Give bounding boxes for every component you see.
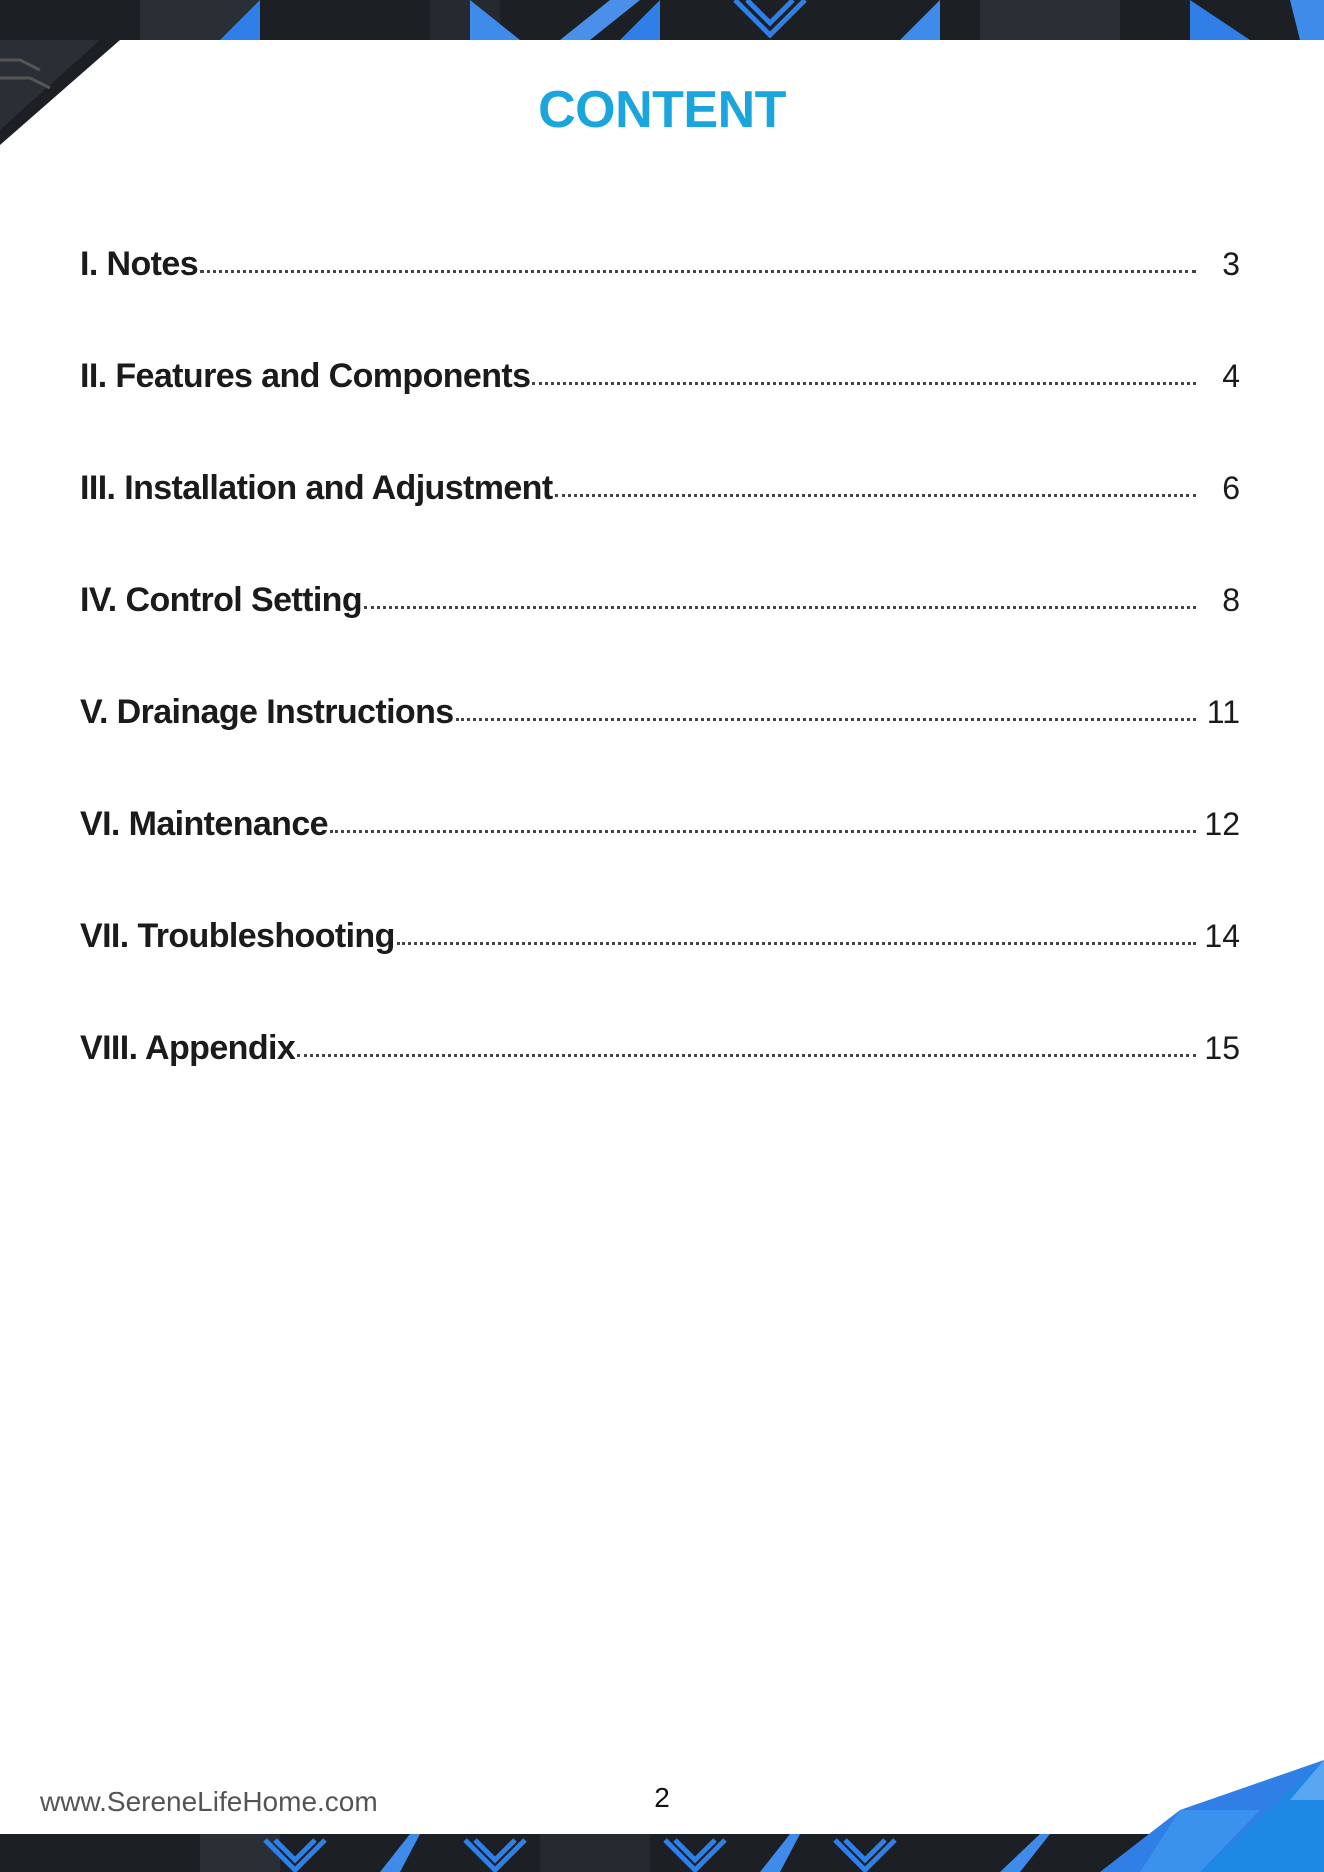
footer-website-link[interactable]: www.SereneLifeHome.com bbox=[40, 1786, 378, 1817]
toc-entry-page: 15 bbox=[1204, 1030, 1240, 1066]
toc-entry-page: 14 bbox=[1204, 918, 1240, 954]
toc-dot-leader bbox=[200, 270, 1196, 273]
toc-entry-label: II. Features and Components bbox=[80, 357, 531, 395]
toc-dot-leader bbox=[532, 382, 1196, 385]
toc-entry-page: 11 bbox=[1206, 694, 1240, 730]
toc-entry-label: III. Installation and Adjustment bbox=[80, 469, 553, 507]
toc-entry[interactable] bbox=[80, 469, 1240, 529]
page-title: CONTENT bbox=[538, 81, 786, 139]
toc-entry-label: VII. Troubleshooting bbox=[80, 917, 395, 955]
toc-entry-label: IV. Control Setting bbox=[80, 581, 363, 619]
toc-dot-leader bbox=[330, 830, 1196, 833]
toc-entry-page: 6 bbox=[1222, 470, 1240, 506]
toc-entry-label: I. Notes bbox=[80, 245, 199, 283]
toc-dot-leader bbox=[397, 942, 1196, 945]
toc-entry-label: VIII. Appendix bbox=[80, 1029, 296, 1067]
toc-entry-page: 12 bbox=[1204, 806, 1240, 842]
toc-entry-page: 4 bbox=[1222, 358, 1240, 394]
toc-entry[interactable] bbox=[80, 357, 1240, 417]
toc-entry[interactable] bbox=[80, 805, 1240, 865]
toc-entry[interactable] bbox=[80, 245, 1240, 305]
toc-entry[interactable] bbox=[80, 917, 1240, 977]
toc-entry-label: V. Drainage Instructions bbox=[80, 693, 454, 731]
toc-dot-leader bbox=[364, 606, 1196, 609]
toc-dot-leader bbox=[297, 1054, 1196, 1057]
toc-entry[interactable] bbox=[80, 693, 1240, 753]
toc-dot-leader bbox=[456, 718, 1196, 721]
toc-dot-leader bbox=[555, 494, 1196, 497]
footer-page-number: 2 bbox=[654, 1782, 670, 1813]
toc-entry[interactable] bbox=[80, 1029, 1240, 1089]
toc-entry-page: 3 bbox=[1222, 246, 1240, 282]
toc-entry[interactable] bbox=[80, 581, 1240, 641]
toc-entry-label: VI. Maintenance bbox=[80, 805, 328, 843]
toc-entry-page: 8 bbox=[1222, 582, 1240, 618]
